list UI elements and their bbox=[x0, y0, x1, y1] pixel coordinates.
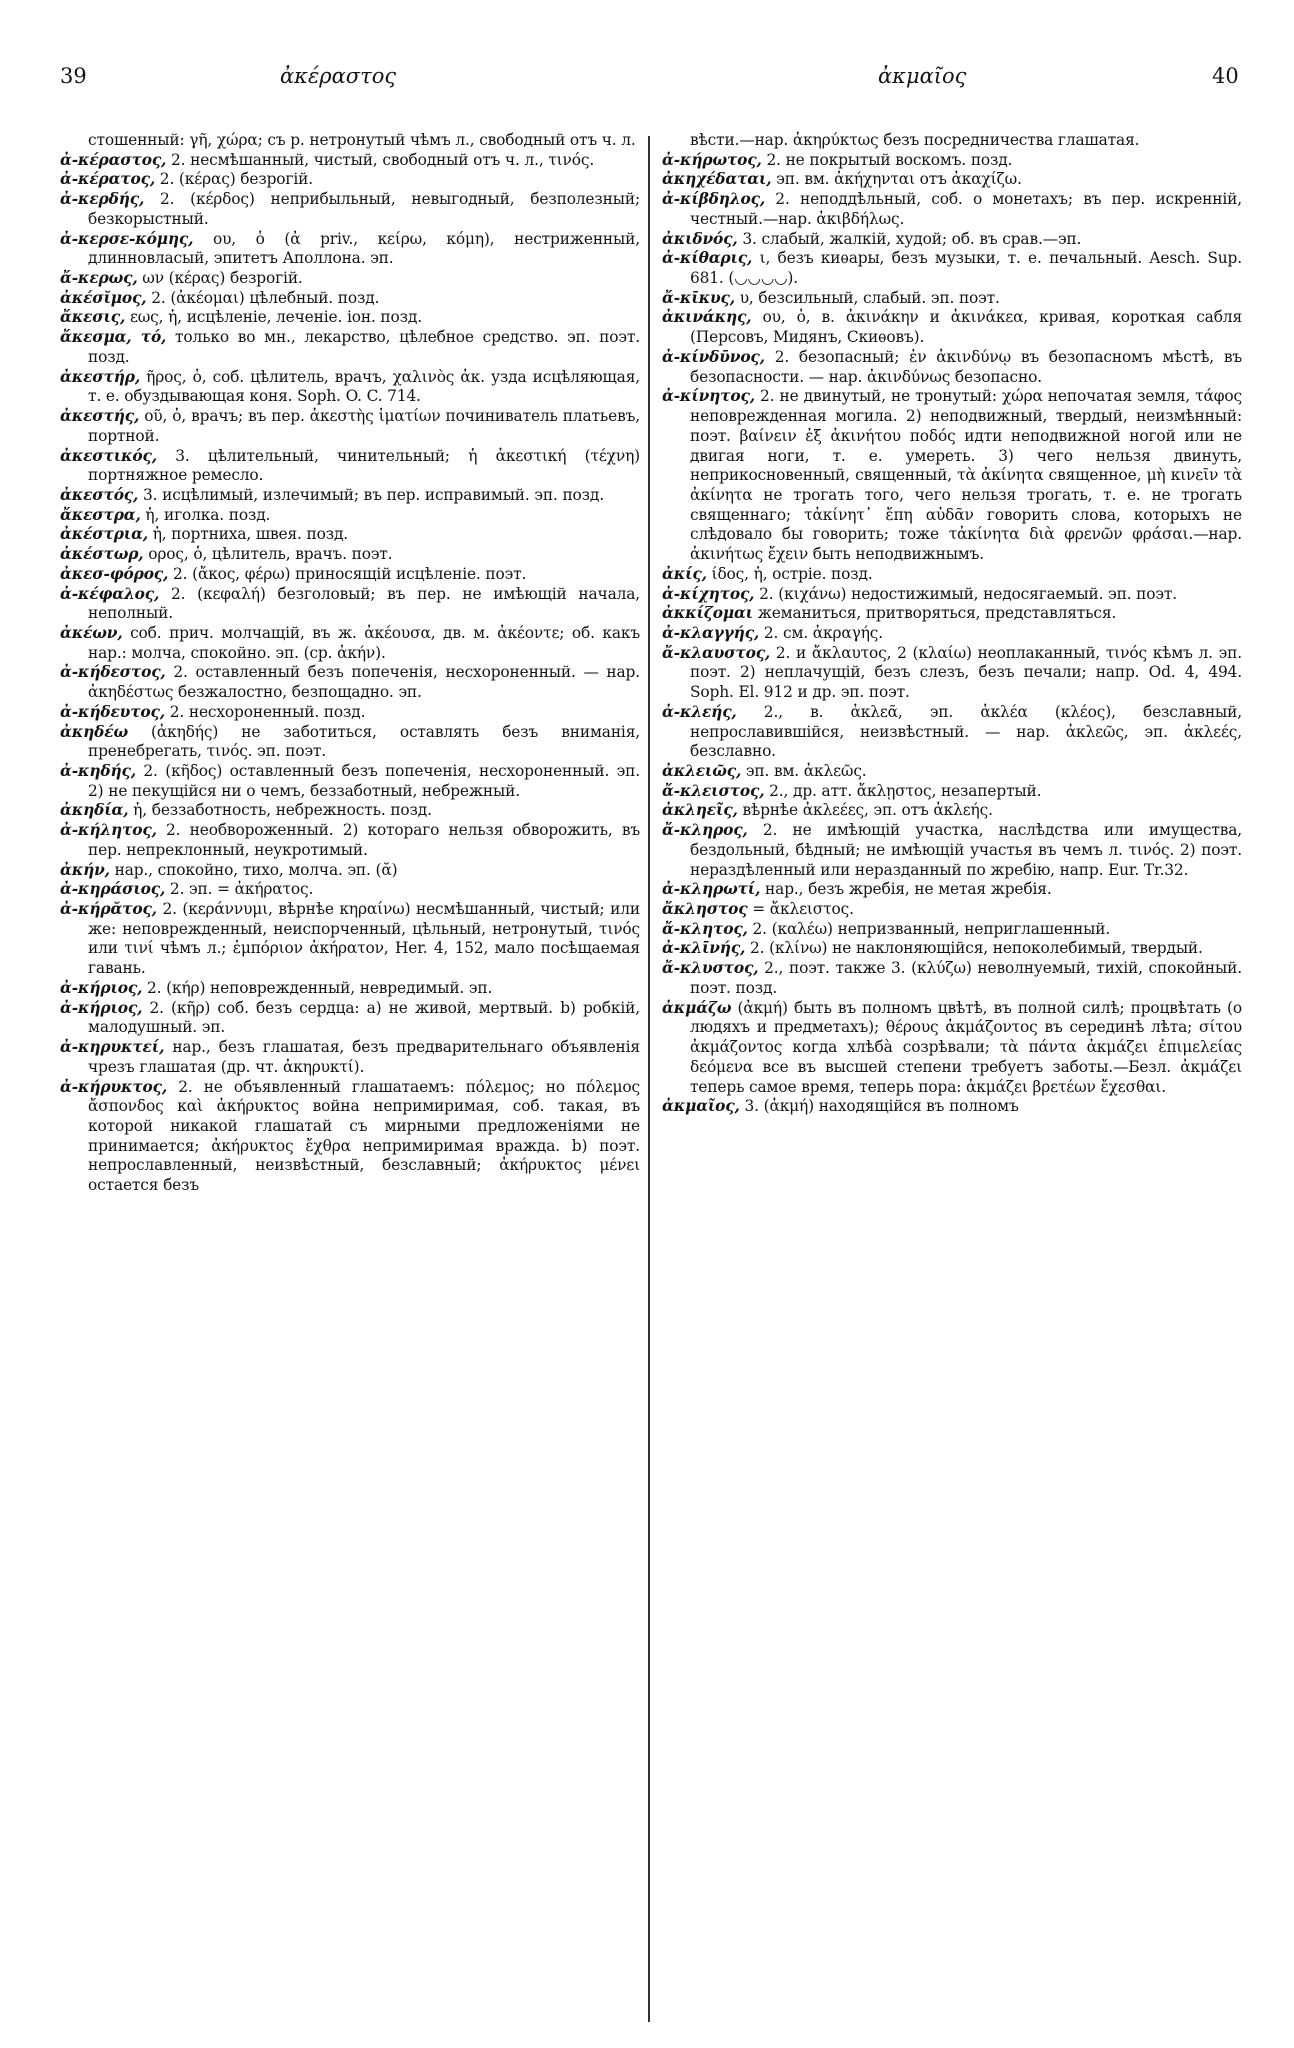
entry-headword: ἄ-κλειστος, bbox=[662, 781, 765, 800]
dictionary-entry bbox=[60, 545, 640, 565]
entry-headword: ἀκεστής, bbox=[60, 407, 140, 426]
dictionary-entry bbox=[662, 387, 1242, 564]
entry-definition: εως, ἡ, исцѣленіе, леченіе. іон. позд. bbox=[125, 308, 422, 327]
entry-definition: 2. (κῆδος) оставленный безъ попеченія, несхороненный. эп. 2) не пекущійся ни о чемъ, беззаботный, небрежный. bbox=[88, 762, 640, 800]
entry-headword: ἀ-κίνητος, bbox=[662, 387, 755, 406]
left-column bbox=[60, 131, 640, 1196]
dictionary-entry bbox=[662, 151, 1242, 171]
entry-definition: οῦ, ὁ, врачъ; въ пер. ἀκεστὴς ἱματίων починиватель платьевъ, портной. bbox=[88, 407, 640, 445]
dictionary-entry bbox=[60, 585, 640, 624]
entry-definition: 2. (ἄκος, φέρω) приносящій исцѣленіе. поэт. bbox=[168, 564, 527, 583]
entry-headword: ἄ-κλαυστος, bbox=[662, 643, 771, 662]
dictionary-entry bbox=[60, 821, 640, 860]
entry-definition: нар., спокойно, тихо, молча. эп. (ᾰ) bbox=[109, 860, 398, 879]
dictionary-entry bbox=[60, 151, 640, 171]
entry-headword: ἀκηχέδαται, bbox=[662, 170, 772, 189]
entry-definition: 2., поэт. также 3. (κλύζω) неволнуемый, тихій, спокойный. поэт. позд. bbox=[690, 959, 1242, 997]
entry-definition: 2. (κῆρ) соб. безъ сердца: a) не живой, мертвый. b) робкій, малодушный. эп. bbox=[88, 998, 640, 1037]
dictionary-entry bbox=[60, 230, 640, 269]
dictionary-entry bbox=[60, 486, 640, 506]
entry-headword: ἄ-κλητος, bbox=[662, 919, 748, 938]
entry-headword: ἀκλειῶς, bbox=[662, 762, 742, 780]
dictionary-entry bbox=[60, 624, 640, 663]
entry-headword: ἄκεστρα, bbox=[60, 505, 141, 524]
dictionary-entry bbox=[60, 1038, 640, 1077]
dictionary-entry bbox=[662, 644, 1242, 703]
entry-definition: ἡ, иголка. позд. bbox=[140, 505, 271, 524]
entry-headword: ἀκηδία, bbox=[60, 801, 129, 820]
dictionary-entry bbox=[60, 170, 640, 190]
dictionary-entry bbox=[662, 565, 1242, 585]
dictionary-entry bbox=[662, 999, 1242, 1098]
dictionary-entry bbox=[662, 782, 1242, 802]
entry-headword: ἀκληεῖς, bbox=[662, 801, 738, 820]
entry-definition: нар., безъ глашатая, безъ предварительнаго объявленія чрезъ глашатая (др. чт. ἀκηρυκτί). bbox=[88, 1038, 640, 1076]
entry-headword: ἀ-κίνδῡνος, bbox=[662, 347, 765, 366]
entry-headword: ἀκεστήρ, bbox=[60, 367, 141, 386]
dictionary-entry bbox=[60, 308, 640, 328]
dictionary-entry bbox=[60, 723, 640, 762]
dictionary-entry bbox=[60, 762, 640, 801]
entry-definition: 2. оставленный безъ попеченія, несхороненный. — нар. ἀκηδέστως безжалостно, безпощадно. эп. bbox=[88, 663, 640, 702]
entry-definition: 2. и ἄκλαυτος, 2 (κλαίω) неоплаканный, τινός кѣмъ л. эп. поэт. 2) неплачущій, безъ слезъ, безъ печали; напр. Od. 4, 494. Soph. El. 912 и др. эп. поэт. bbox=[690, 643, 1242, 702]
entry-headword: ἀ-κλεής, bbox=[662, 702, 737, 721]
dictionary-entry bbox=[662, 880, 1242, 900]
entry-headword: ἀ-κηρυκτεί, bbox=[60, 1038, 165, 1057]
entry-headword: ἀκέστωρ, bbox=[60, 545, 144, 564]
entry-definition: ἡ, портниха, швея. позд. bbox=[147, 525, 349, 544]
dictionary-entry bbox=[662, 249, 1242, 288]
entry-headword: ἀ-κήριος, bbox=[60, 998, 143, 1017]
entry-definition: жеманиться, притворяться, представляться. bbox=[752, 604, 1117, 623]
entry-headword: ἀ-κερδής, bbox=[60, 190, 145, 209]
dictionary-entry bbox=[662, 585, 1242, 605]
entry-definition: 2., в. ἀκλεᾶ, эп. ἀκλέα (κλέος), безславный, непрославившійся, неизвѣстный. — нар. ἀκλεῶς, эп. ἀκλεές, безславно. bbox=[690, 702, 1242, 761]
dictionary-entry bbox=[60, 900, 640, 979]
dictionary-entry bbox=[662, 939, 1242, 959]
entry-definition: 2. см. ἀκραγής. bbox=[759, 623, 883, 642]
dictionary-entry bbox=[60, 1078, 640, 1196]
dictionary-entry bbox=[60, 703, 640, 723]
dictionary-entry bbox=[60, 663, 640, 702]
page-number-right: 40 bbox=[1212, 64, 1239, 88]
entry-definition: ου, ὁ (ἀ priv., κείρω, κόμη), нестриженный, длинновласый, эпитетъ Аполлона. эп. bbox=[88, 229, 640, 268]
entry-definition: 2. (κλίνω) не наклоняющійся, непоколебимый, твердый. bbox=[745, 939, 1203, 958]
entry-headword: ἀκεστικός, bbox=[60, 446, 157, 465]
entry-headword: ἄκεσμα, τό, bbox=[60, 328, 167, 347]
entry-headword: ἀκηδέω bbox=[60, 722, 128, 741]
dictionary-entry bbox=[662, 1097, 1242, 1117]
entry-definition: ων (κέρας) безрогій. bbox=[137, 269, 303, 288]
entry-headword: ἀκινάκης, bbox=[662, 308, 752, 327]
entry-definition: ι, безъ киѳары, безъ музыки, т. е. печальный. Aesch. Sup. 681. (◡◡◡◡). bbox=[690, 249, 1242, 288]
entry-definition: 2. несмѣшанный, чистый, свободный отъ ч. л., τινός. bbox=[166, 150, 595, 169]
entry-definition: 3. цѣлительный, чинительный; ἡ ἀκεστική (τέχνη) портняжное ремесло. bbox=[88, 446, 640, 485]
entry-headword: ἀ-κήδευτος, bbox=[60, 702, 165, 721]
entry-headword: ἄ-κληρος, bbox=[662, 821, 748, 840]
entry-definition: 2. несхороненный. позд. bbox=[164, 702, 366, 721]
dictionary-entry bbox=[60, 861, 640, 881]
entry-headword: ἀ-κέραστος, bbox=[60, 150, 167, 169]
dictionary-entry bbox=[60, 979, 640, 999]
entry-definition: ου, ὁ, в. ἀκινάκην и ἀκινάκεα, кривая, короткая сабля (Персовъ, Мидянъ, Скиѳовъ). bbox=[690, 308, 1242, 347]
dictionary-entry bbox=[662, 131, 1242, 151]
entry-definition: ἡ, беззаботность, небрежность. позд. bbox=[128, 801, 432, 820]
entry-definition: ίδος, ἡ, остріе. позд. bbox=[706, 564, 873, 583]
entry-definition: (ἀκμή) быть въ полномъ цвѣтѣ, въ полной силѣ; процвѣтать (о людяхъ и предметахъ); θέρους ἀκμάζοντος въ серединѣ лѣта; σίτου ἀκμάζοντος когда хлѣбà созрѣвали; τὰ πάντα ἀκμάζει ἐπιμελείας δεόμενα все въ высшей степени требуетъ заботы.—Безл. ἀκμάζει теперь самое время, теперь пора: ἀκμάζει βρετέων ἔχεσθαι. bbox=[690, 998, 1242, 1096]
dictionary-entry bbox=[60, 880, 640, 900]
entry-headword: ἀ-κηράσιος, bbox=[60, 880, 166, 899]
entry-definition: (ἀκηδής) не заботиться, оставлять безъ вниманія, пренебрегать, τινός. эп. поэт. bbox=[88, 722, 640, 761]
entry-headword: ἀ-κληρωτί, bbox=[662, 880, 761, 899]
dictionary-entry bbox=[60, 368, 640, 407]
entry-headword: ἄκληστος bbox=[662, 900, 748, 919]
entry-headword: ἀ-κερσε-κόμης, bbox=[60, 229, 194, 248]
entry-definition: стошенный: γῆ, χώρα; съ р. нетронутый чѣмъ л., свободный отъ ч. л. bbox=[88, 131, 636, 149]
dictionary-entry bbox=[60, 506, 640, 526]
entry-definition: 2. неподдѣльный, соб. о монетахъ; въ пер. искренній, честный.—нар. ἀκιβδήλως. bbox=[690, 190, 1242, 228]
entry-headword: ἀκμάζω bbox=[662, 998, 732, 1017]
entry-definition: соб. прич. молчащій, въ ж. ἀκέουσα, дв. м. ἀκέοντε; об. какъ нар.: молча, спокойно. эп. (ср. ἀκήν). bbox=[88, 623, 640, 662]
dictionary-entry bbox=[662, 821, 1242, 880]
entry-definition: 2. не имѣющій участка, наслѣдства или имущества, бездольный, бѣдный; не имѣющій участья въ чемъ л. τινός. 2) поэт. нераздѣленный или неразданный по жребію, напр. Eur. Tr.32. bbox=[690, 821, 1242, 879]
entry-headword: ἀκκίζομαι bbox=[662, 604, 753, 623]
column-divider bbox=[648, 136, 650, 2022]
entry-definition: = ἄκλειστος. bbox=[747, 900, 854, 919]
entry-headword: ἀκέων, bbox=[60, 623, 123, 642]
entry-definition: ορος, ὁ, цѣлитель, врачъ. поэт. bbox=[143, 545, 393, 564]
dictionary-entry bbox=[662, 762, 1242, 782]
entry-headword: ἀκίς, bbox=[662, 564, 707, 583]
dictionary-entry bbox=[662, 230, 1242, 250]
dictionary-entry bbox=[662, 959, 1242, 998]
dictionary-entry bbox=[662, 703, 1242, 762]
dictionary-entry bbox=[60, 565, 640, 585]
entry-definition: 2. (κεφαλή) безголовый; въ пер. не имѣющій начала, неполный. bbox=[88, 584, 640, 623]
entry-headword: ἀ-κήριος, bbox=[60, 978, 143, 997]
entry-definition: 3. слабый, жалкій, худой; об. въ срав.—эп. bbox=[737, 229, 1082, 248]
dictionary-entry bbox=[60, 131, 640, 151]
dictionary-entry bbox=[662, 289, 1242, 309]
dictionary-entry bbox=[662, 801, 1242, 821]
entry-headword: ἀκεστός, bbox=[60, 485, 139, 504]
entry-headword: ἀ-κήρωτος, bbox=[662, 150, 762, 169]
entry-definition: нар., безъ жребія, не метая жребія. bbox=[760, 880, 1052, 899]
entry-headword: ἀ-κίχητος, bbox=[662, 584, 755, 603]
entry-definition: 2. не покрытый воскомъ. позд. bbox=[761, 150, 1013, 169]
entry-definition: вѣрнѣе ἀκλεέες, эп. отъ ἀκλεής. bbox=[737, 801, 993, 820]
entry-headword: ἀκέστρια, bbox=[60, 525, 148, 544]
dictionary-entry bbox=[662, 920, 1242, 940]
entry-definition: 2. (ἀκέομαι) цѣлебный. позд. bbox=[146, 288, 380, 307]
entry-headword: ἀ-κηδής, bbox=[60, 762, 136, 780]
dictionary-entry bbox=[662, 604, 1242, 624]
entry-headword: ἀ-κήλητος, bbox=[60, 821, 157, 840]
dictionary-entry bbox=[662, 170, 1242, 190]
entry-definition: 2. (κέρας) безрогій. bbox=[155, 170, 313, 189]
entry-headword: ἀ-κίθαρις, bbox=[662, 249, 753, 268]
dictionary-entry bbox=[60, 999, 640, 1038]
entry-headword: ἀ-κήδεστος, bbox=[60, 663, 166, 682]
entry-definition: ῆρος, ὁ, соб. цѣлитель, врачъ, χαλινὸς ἀκ. узда исцѣляющая, т. е. обуздывающая коня. Soph. O. C. 714. bbox=[88, 367, 640, 406]
dictionary-entry bbox=[60, 801, 640, 821]
dictionary-entry bbox=[60, 447, 640, 486]
entry-headword: ἄ-κῑκυς, bbox=[662, 288, 735, 307]
dictionary-entry bbox=[662, 190, 1242, 229]
entry-headword: ἄ-κλυστος, bbox=[662, 959, 759, 978]
dictionary-entry bbox=[60, 269, 640, 289]
entry-headword: ἀ-κέφαλος, bbox=[60, 584, 160, 603]
entry-definition: 2. (κιχάνω) недостижимый, недосягаемый. эп. поэт. bbox=[754, 584, 1177, 603]
entry-headword: ἀ-κέρατος, bbox=[60, 170, 156, 189]
entry-definition: только во мн., лекарство, цѣлебное средство. эп. поэт. позд. bbox=[88, 328, 640, 366]
page-number-left: 39 bbox=[60, 64, 87, 88]
entry-headword: ἀκήν, bbox=[60, 860, 110, 879]
dictionary-entry bbox=[60, 289, 640, 309]
entry-definition: 2. (καλέω) непризванный, неприглашенный. bbox=[747, 919, 1111, 938]
entry-definition: 2. (κέρδος) неприбыльный, невыгодный, безполезный; безкорыстный. bbox=[88, 190, 640, 228]
dictionary-entry bbox=[60, 525, 640, 545]
running-head-left: ἀκέραστος bbox=[280, 64, 397, 88]
dictionary-entry bbox=[662, 624, 1242, 644]
entry-definition: 2. необвороженный. 2) котораго нельзя обворожить, въ пер. непреклонный, неукротимый. bbox=[88, 821, 640, 859]
entry-headword: ἀκιδνός, bbox=[662, 229, 738, 248]
entry-definition: 2. эп. = ἀκήρατος. bbox=[165, 880, 314, 899]
dictionary-entry bbox=[60, 190, 640, 229]
entry-headword: ἀκέσῐμος, bbox=[60, 288, 147, 307]
entry-headword: ἄ-κερως, bbox=[60, 269, 138, 288]
entry-headword: ἀ-κίβδηλος, bbox=[662, 190, 766, 209]
entry-definition: 3. (ἀκμή) находящійся въ полномъ bbox=[739, 1097, 1019, 1116]
entry-definition: эп. вм. ἀκήχηνται отъ ἀκαχίζω. bbox=[771, 170, 1022, 189]
entry-definition: 2., др. атт. ἄκλῃστος, незапертый. bbox=[764, 781, 1042, 800]
entry-definition: эп. вм. ἀκλεῶς. bbox=[741, 762, 867, 780]
entry-definition: 2. безопасный; ἐν ἀκινδύνῳ въ безопасномъ мѣстѣ, въ безопасности. — нар. ἀκινδύνως безопасно. bbox=[690, 347, 1242, 386]
entry-headword: ἄκεσις, bbox=[60, 308, 126, 327]
entry-headword: ἀκεσ-φόρος, bbox=[60, 564, 169, 583]
entry-definition: 2. не двинутый, не тронутый: χώρα непочатая земля, τάφος неповрежденная могила. 2) неподвижный, твердый, неизмѣнный: поэт. βαίνειν ἐξ ἀκινήτου ποδός идти неподвижной ногой или не двигая ноги, т. е. умереть. 3) чего нельзя двинуть, неприкосновенный, священный, τὰ ἀκίνητα священное, μὴ κινεῖν τὰ ἀκίνητα не трогать того, чего нельзя трогать, т. е. не трогать священнаго; τἀκίνητ᾽ ἔπη αὐδᾶν говорить слова, которыхъ не слѣдовало бы говорить; тоже τἀκίνητα διὰ φρενῶν φράσαι.—нар. ἀκινήτως ἔχειν быть неподвижнымъ. bbox=[690, 387, 1242, 564]
entry-definition: 2. (κήρ) неповрежденный, невредимый. эп. bbox=[142, 978, 493, 997]
entry-headword: ἀ-κήρᾰτος, bbox=[60, 900, 157, 919]
running-head-right: ἀκμαῖος bbox=[878, 64, 967, 88]
entry-definition: 3. исцѣлимый, излечимый; въ пер. исправимый. эп. позд. bbox=[138, 485, 604, 504]
entry-headword: ἀ-κήρυκτος, bbox=[60, 1077, 168, 1096]
entry-definition: 2. (κεράννυμι, вѣрнѣе κηραίνω) несмѣшанный, чистый; или же: неповрежденный, неиспорченный, цѣльный, нетронутый, τινός или τινί чѣмъ л.; ἐμπόριον ἀκήρατον, Her. 4, 152, мало посѣщаемая гавань. bbox=[88, 900, 640, 978]
entry-definition: υ, безсильный, слабый. эп. поэт. bbox=[734, 288, 1000, 307]
entry-headword: ἀκμαῖος, bbox=[662, 1097, 740, 1116]
entry-headword: ἀ-κλῑνής, bbox=[662, 939, 746, 958]
dictionary-entry bbox=[662, 308, 1242, 347]
dictionary-entry bbox=[60, 407, 640, 446]
dictionary-entry bbox=[662, 348, 1242, 387]
right-column bbox=[662, 131, 1242, 1117]
entry-headword: ἀ-κλαγγής, bbox=[662, 623, 760, 642]
entry-definition: вѣсти.—нар. ἀκηρύκτως безъ посредничества глашатая. bbox=[690, 131, 1140, 149]
dictionary-entry bbox=[662, 900, 1242, 920]
entry-definition: 2. не объявленный глашатаемъ: πόλεμος; но πόλεμος ἄσπονδος καὶ ἀκήρυκτος война непримиримая, соб. такая, въ которой никакой глашатай съ мирными предложеніями не принимается; ἀκήρυκτος ἔχθρα непримиримая вражда. b) поэт. непрославленный, неизвѣстный, безславный; ἀκήρυκτος μένει остается безъ bbox=[88, 1077, 640, 1195]
dictionary-entry bbox=[60, 328, 640, 367]
